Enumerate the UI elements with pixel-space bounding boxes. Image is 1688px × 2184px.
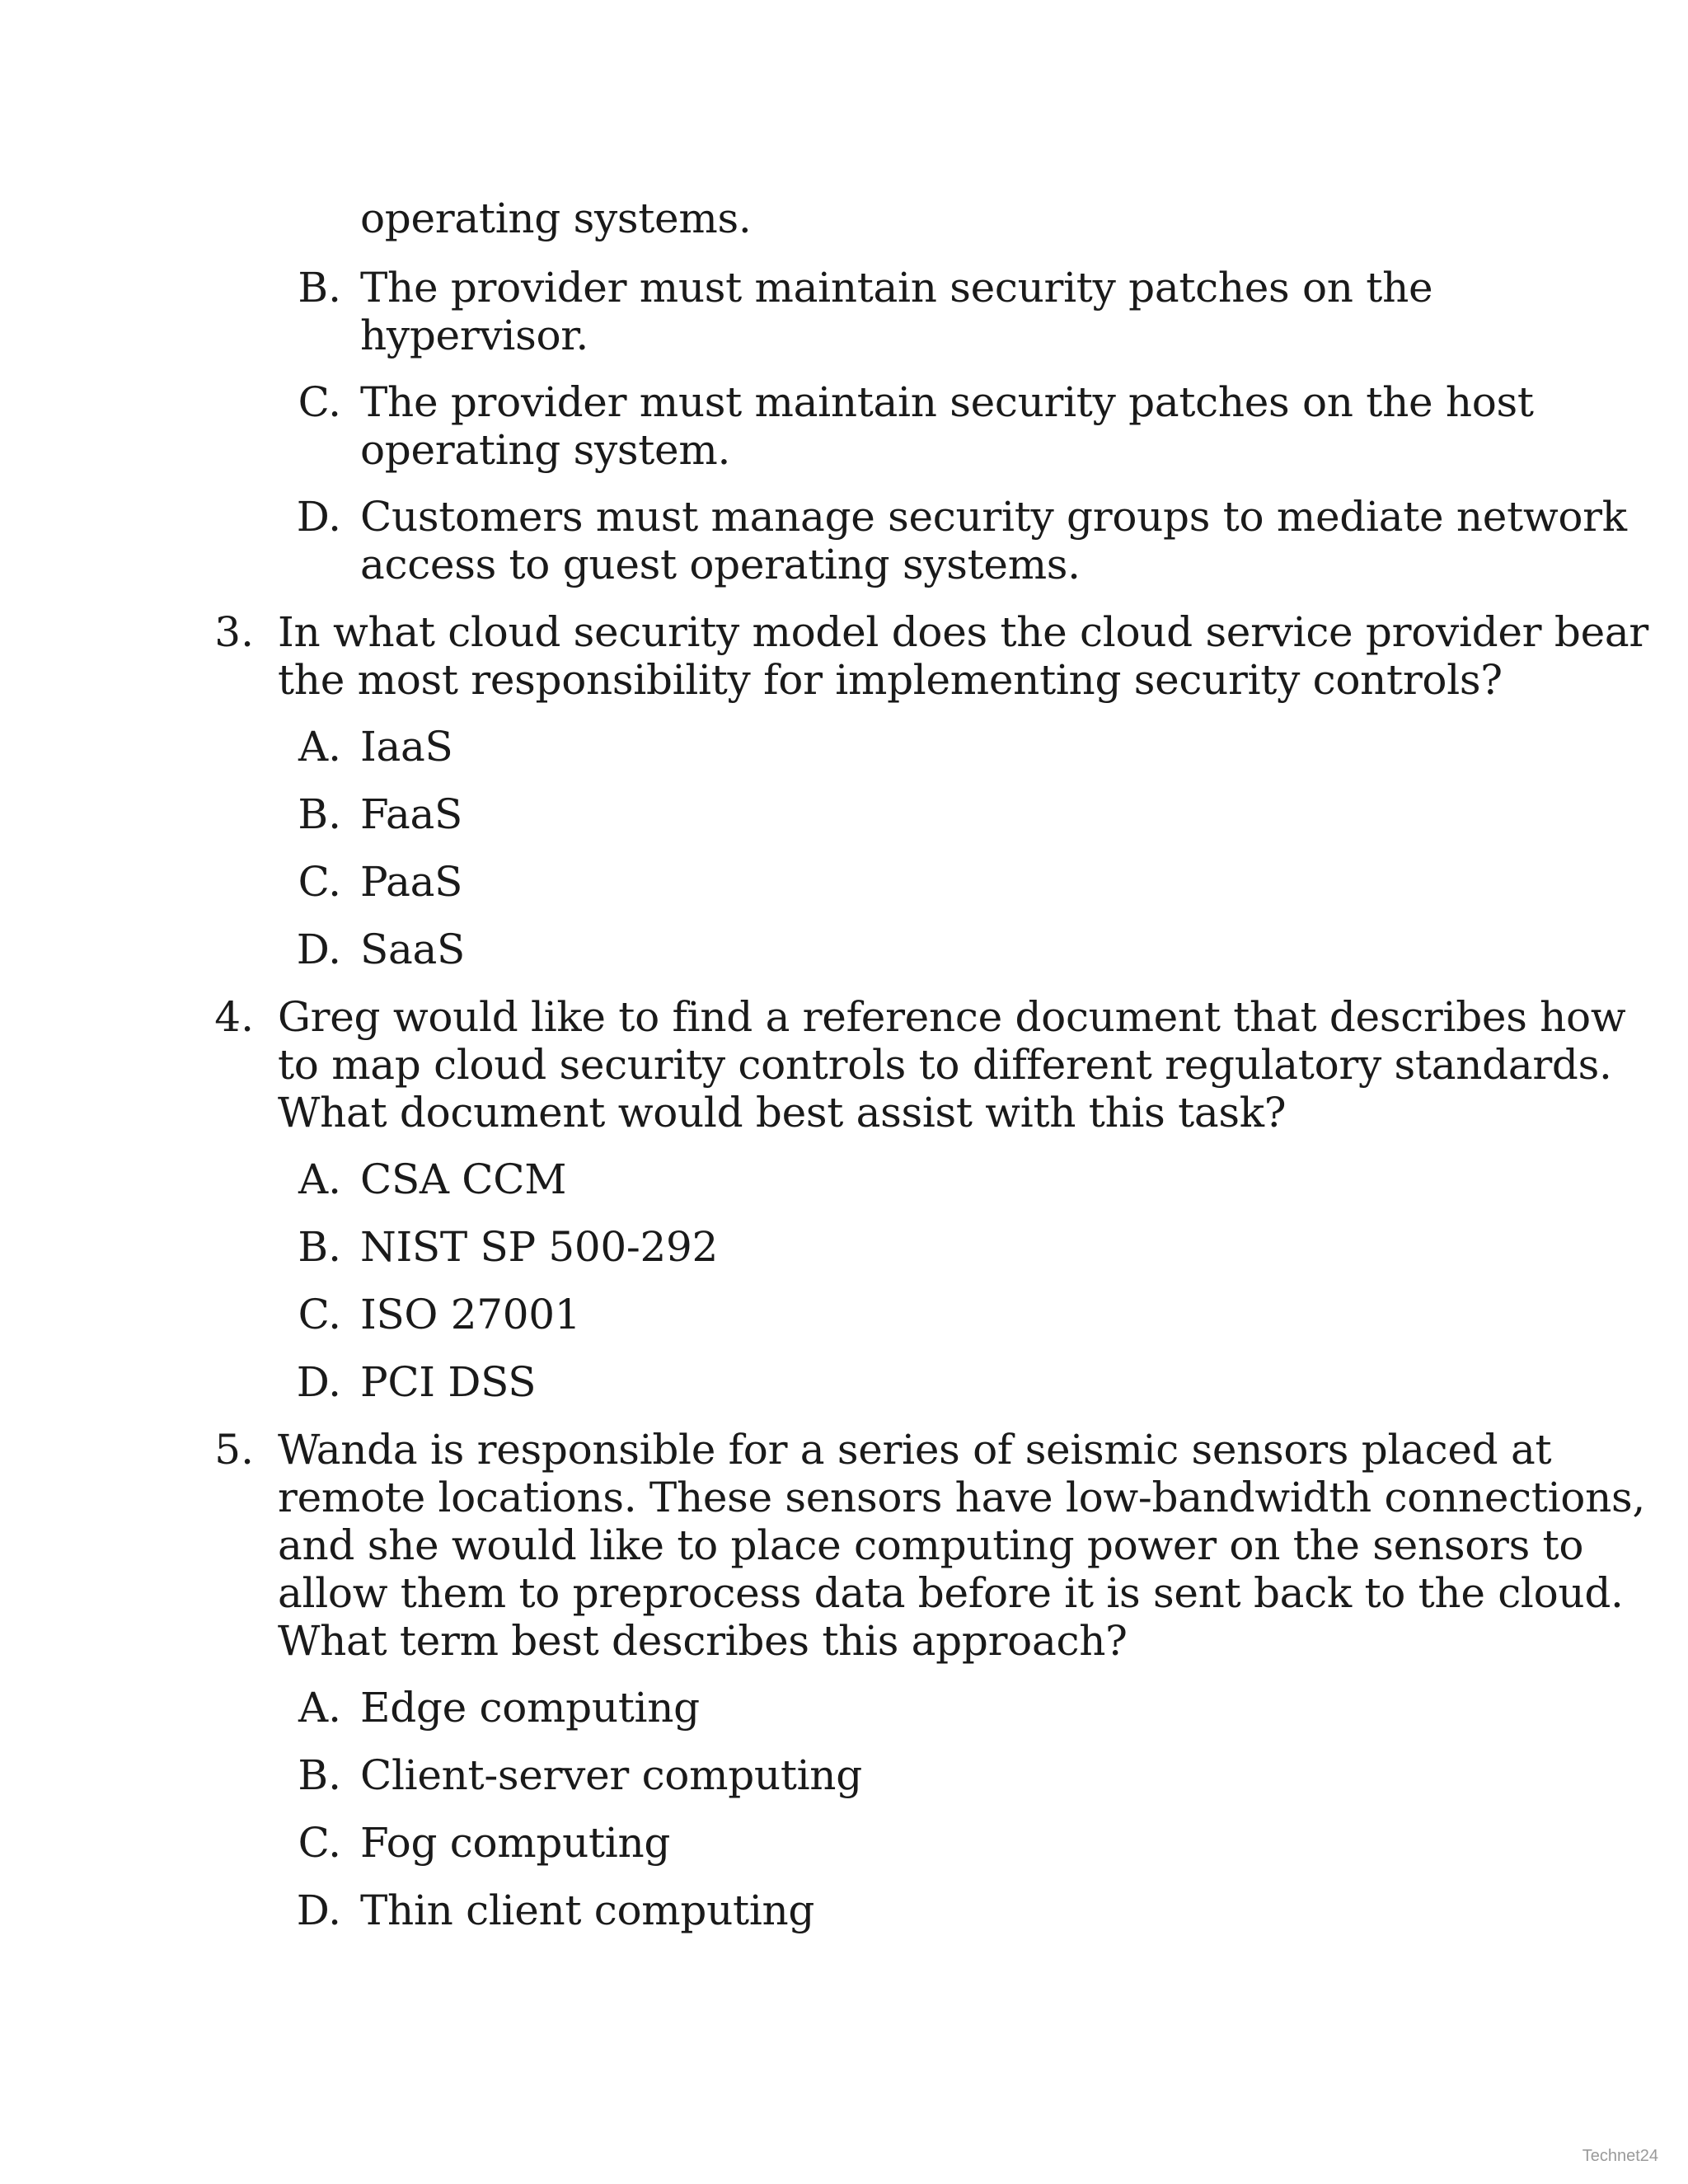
question-text-line: remote locations. These sensors have low-bandwidth connections,: [278, 1474, 1645, 1521]
option-letter: D.: [296, 1358, 341, 1406]
option-text: ISO 27001: [360, 1291, 581, 1338]
option-text: Thin client computing: [360, 1886, 815, 1934]
option-text: PaaS: [360, 858, 463, 906]
option-letter: A.: [298, 1684, 341, 1732]
question-text-line: and she would like to place computing power on the sensors to: [278, 1521, 1584, 1569]
question-text-line: Wanda is responsible for a series of seismic sensors placed at: [278, 1426, 1552, 1474]
question-number: 5.: [214, 1426, 254, 1474]
option-text: Client-server computing: [360, 1751, 862, 1799]
option-text: Edge computing: [360, 1684, 700, 1732]
option-text: NIST SP 500-292: [360, 1223, 719, 1271]
option-text-line: access to guest operating systems.: [360, 541, 1081, 588]
option-text-line: hypervisor.: [360, 312, 588, 359]
option-letter: C.: [298, 1819, 341, 1867]
option-letter: B.: [298, 264, 341, 312]
option-text: IaaS: [360, 723, 453, 771]
question-text-line: What document would best assist with this task?: [278, 1089, 1287, 1137]
option-letter: C.: [298, 1291, 341, 1338]
option-text: Fog computing: [360, 1819, 671, 1867]
option-letter: B.: [298, 1223, 341, 1271]
question-number: 4.: [214, 993, 254, 1041]
option-text-line: The provider must maintain security patches on the: [360, 264, 1433, 312]
question-text-line: the most responsibility for implementing security controls?: [278, 656, 1503, 704]
option-letter: D.: [296, 926, 341, 973]
option-text: CSA CCM: [360, 1155, 567, 1203]
option-text-line: Customers must manage security groups to mediate network: [360, 493, 1627, 541]
option-text-line: operating system.: [360, 426, 731, 474]
question-number: 3.: [214, 608, 254, 656]
option-letter: C.: [298, 858, 341, 906]
question-text-line: Greg would like to find a reference document that describes how: [278, 993, 1626, 1041]
option-letter: B.: [298, 790, 341, 838]
option-text: PCI DSS: [360, 1358, 537, 1406]
option-text: FaaS: [360, 790, 462, 838]
option-text: SaaS: [360, 926, 465, 973]
question-text-line: allow them to preprocess data before it is sent back to the cloud.: [278, 1569, 1624, 1617]
fragment-line: operating systems.: [360, 194, 752, 242]
option-letter: A.: [298, 1155, 341, 1203]
option-letter: C.: [298, 378, 341, 426]
question-text-line: What term best describes this approach?: [278, 1617, 1128, 1665]
option-letter: D.: [296, 493, 341, 541]
option-letter: A.: [298, 723, 341, 771]
question-text-line: to map cloud security controls to different regulatory standards.: [278, 1041, 1612, 1089]
option-letter: D.: [296, 1886, 341, 1934]
watermark: Technet24: [1582, 2147, 1658, 2165]
option-letter: B.: [298, 1751, 341, 1799]
option-text-line: The provider must maintain security patches on the host: [360, 378, 1534, 426]
question-text-line: In what cloud security model does the cloud service provider bear: [278, 608, 1648, 656]
